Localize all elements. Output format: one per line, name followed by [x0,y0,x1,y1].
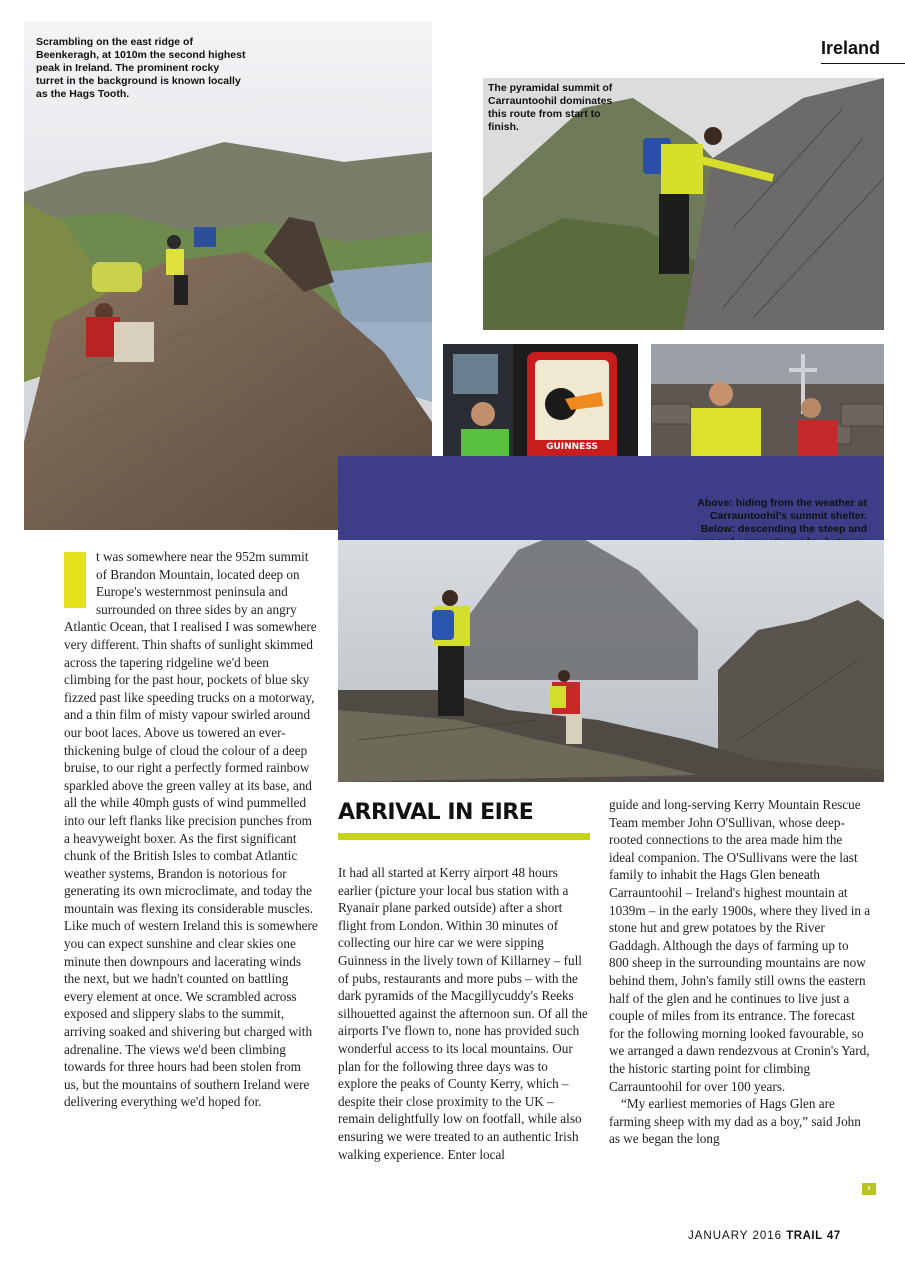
descent-photo [338,540,884,782]
shelter-caption: Above: hiding from the weather at Carrauntoohil's summit shelter. Below: descending the steep and [697,497,867,535]
article-column-3-quote: “My earliest memories of Hags Glen are farming sheep with my dad as a boy,” said John as we began the long [609,1096,861,1147]
section-label: Ireland [821,38,905,64]
section-heading: ARRIVAL IN EIRE [338,800,590,840]
folio-magazine: TRAIL [786,1230,823,1242]
article-column-2-text: It had all started at Kerry airport 48 hours earlier (picture your local bus station with a Ryanair plane parked outside) after a short flight from London. Within 30 minutes of collecting our hire car we were sipping Guinness in the lively town of Killarney – full of pubs, restaurants and more pubs – with the dark pyramids of the Macgillycuddy's Reeks silhouetted against the afternoon sun. Of all the airports I've flown to, none has provided such wonderful access to its local mountains. Our plan for the following three days was to explore the peaks of County Kerry, which – despite their close proximity to the UK – remain delightfully low on footfall, while also ensuring we were treated to an authentic Irish walking experience. Enter local [338,865,588,1162]
article-column-3 [609,796,871,1148]
continue-arrow-icon: › [862,1183,876,1195]
summit-caption: The pyramidal summit of Carrauntoohil dominates this route from start to finish. [488,82,613,133]
drop-cap-block [64,552,86,608]
page-folio [688,1230,841,1242]
folio-page-number: 47 [826,1230,841,1242]
folio-month: JANUARY 2016 [688,1230,783,1242]
article-intro-text: t was somewhere near the 952m summit of Brandon Mountain, located deep on Europe's westernmost peninsula and surrounded on three sides by an angry Atlantic Ocean, that I realised I was somewhere very different. Thin shafts of sunlight skimmed across the tapering ridgeline we'd been climbing for the past hour, pockets of blue sky fizzed past like speeding trucks on a motorway, and a thin film of misty vapour swirled around our boot laces. Above us towered an ever-thickening bulge of cloud the colour of a deep bruise, to our right a perfectly formed rainbow sparkled above the green valley at its base, and all the while 40mph gusts of wind pummelled into our left flanks like precision punches from a heavyweight boxer. As the first significant chunk of the British Isles to combat Atlantic weather systems, Brandon is notorious for generating its own microclimate, and today the mountain was flexing its considerable muscles. Like much of western Ireland this is somewhere you can expect sunshine and clear skies one minute then downpours and lacerating winds the next, but we hadn't counted on battling every element at once. We scrambled across exposed and slippery slabs to the summit, arriving soaked and shivering but charged with adrenaline. The views we'd been climbing towards for three hours had been stolen from us, but the mountains of southern Ireland were delivering everything we'd hoped for. [64,549,318,1110]
guinness-sign-brand: GUINNESS [546,442,598,452]
article-column-2 [338,864,590,1163]
ridge-caption: Scrambling on the east ridge of Beenkeragh, at 1010m the second highest peak in Ireland. The prominent rocky turret in the background is known locally as the Hags Tooth. [36,36,246,100]
article-column-3-text: guide and long-serving Kerry Mountain Rescue Team member John O'Sullivan, whose deep-rooted connections to the area made him the ideal companion. The O'Sullivans were the last family to inhabit the Hags Glen beneath Carrauntoohil – Ireland's highest mountain at 1039m – in the early 1900s, where they lived in a stone hut and grew potatoes by the River Gaddagh. Although the days of farming up to 800 sheep in the surrounding mountains are now behind them, John's family still owns the eastern half of the glen and he continues to live just a couple of miles from its entrance. The forecast for the following morning looked favourable, so we arranged a dawn rendezvous at Cronin's Yard, the historic starting point for climbing Carrauntoohil for over 100 years. [609,797,871,1094]
article-column-1 [64,548,318,1111]
